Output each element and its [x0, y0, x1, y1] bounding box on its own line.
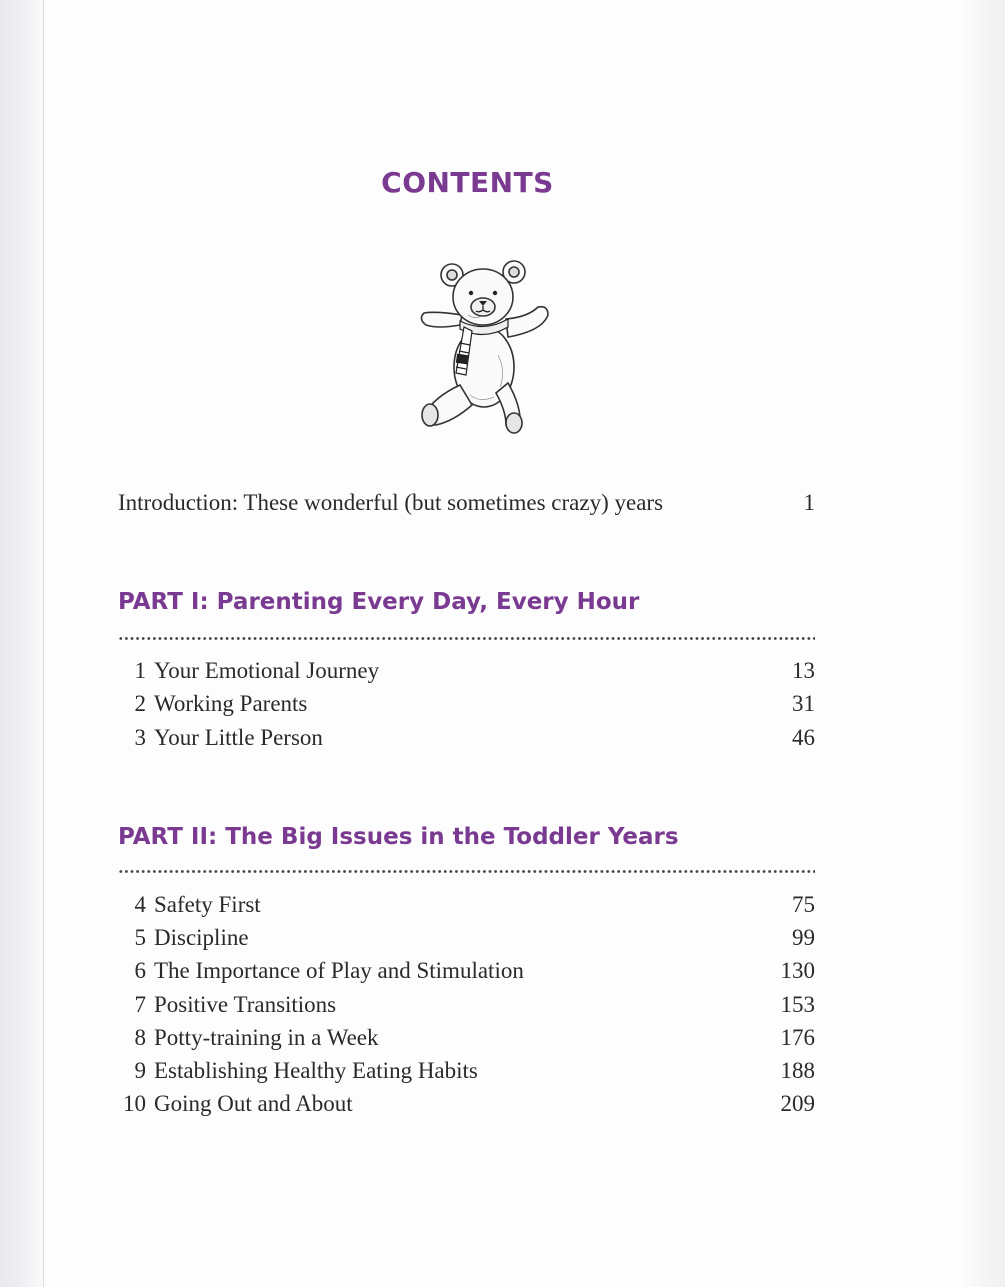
chapter-title: Working Parents: [154, 691, 308, 716]
teddy-bear-illustration: [410, 255, 560, 435]
chapter-page: 188: [780, 1058, 815, 1083]
chapter-number: 8: [134, 1025, 146, 1050]
chapter-title: The Importance of Play and Stimulation: [154, 958, 524, 983]
toc-introduction-row[interactable]: [118, 490, 815, 524]
chapter-title: Your Emotional Journey: [154, 658, 380, 683]
chapter-page: 13: [792, 658, 815, 683]
chapter-page: 130: [780, 958, 815, 983]
chapter-title: Discipline: [154, 925, 249, 950]
toc-chapter-row[interactable]: [118, 1025, 815, 1058]
chapter-page: 209: [780, 1091, 815, 1116]
chapter-number: 2: [134, 691, 146, 716]
chapter-page: 176: [780, 1025, 815, 1050]
chapter-number: 4: [134, 892, 146, 917]
chapter-number: 10: [123, 1091, 146, 1116]
toc-introduction-page: 1: [803, 490, 815, 515]
toc-chapter-row[interactable]: [118, 925, 815, 958]
toc-chapter-row[interactable]: [118, 725, 815, 758]
toc-chapter-row[interactable]: [118, 1058, 815, 1091]
chapter-number: 1: [134, 658, 146, 683]
part-1-heading: PART I: Parenting Every Day, Every Hour: [118, 589, 640, 615]
toc-chapter-row[interactable]: [118, 992, 815, 1025]
part-2-dotted-rule: [118, 869, 815, 874]
chapter-page: 75: [792, 892, 815, 917]
chapter-number: 7: [134, 992, 146, 1017]
toc-chapter-row[interactable]: [118, 691, 815, 724]
chapter-page: 31: [792, 691, 815, 716]
chapter-title: Establishing Healthy Eating Habits: [154, 1058, 478, 1083]
chapter-page: 99: [792, 925, 815, 950]
page-edge-right: [965, 0, 1005, 1287]
chapter-title: Safety First: [154, 892, 261, 917]
toc-chapter-row[interactable]: [118, 958, 815, 991]
chapter-title: Positive Transitions: [154, 992, 337, 1017]
chapter-number: 5: [134, 925, 146, 950]
chapter-number: 6: [134, 958, 146, 983]
toc-chapter-row[interactable]: [118, 658, 815, 691]
chapter-number: 9: [134, 1058, 146, 1083]
chapter-title: Your Little Person: [154, 725, 323, 750]
chapter-title: Potty-training in a Week: [154, 1025, 379, 1050]
chapter-page: 153: [780, 992, 815, 1017]
part-1-dotted-rule: [118, 636, 815, 641]
toc-introduction-title: Introduction: These wonderful (but sometimes crazy) years: [118, 490, 664, 515]
chapter-page: 46: [792, 725, 815, 750]
toc-chapter-row[interactable]: [118, 1091, 815, 1124]
part-2-heading: PART II: The Big Issues in the Toddler Years: [118, 824, 679, 850]
page-title: CONTENTS: [381, 166, 554, 199]
chapter-number: 3: [134, 725, 146, 750]
chapter-title: Going Out and About: [154, 1091, 353, 1116]
toc-chapter-row[interactable]: [118, 892, 815, 925]
